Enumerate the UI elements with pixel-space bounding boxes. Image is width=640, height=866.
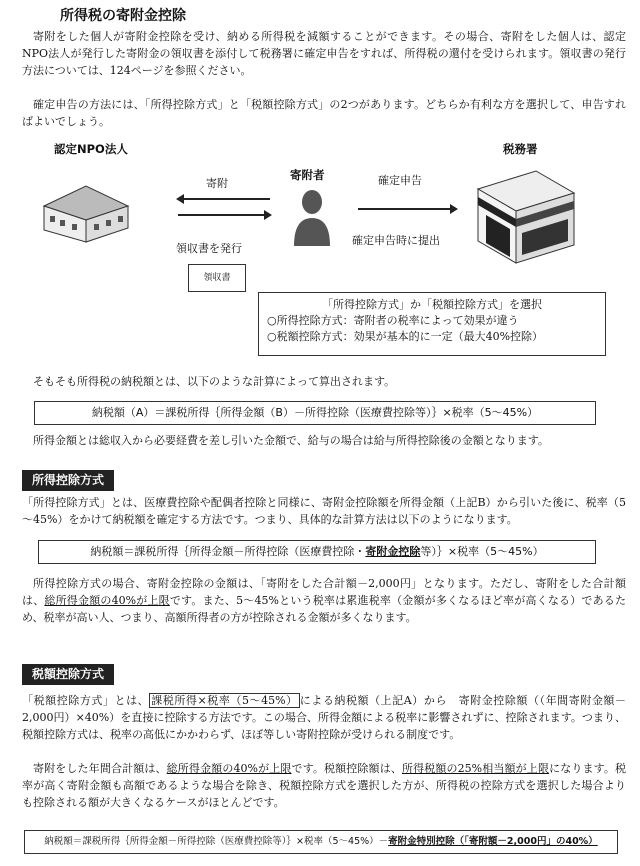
tax-credit-paragraph-2	[22, 760, 626, 811]
arrow-filing	[358, 208, 456, 210]
tax-office-building-icon	[470, 163, 580, 269]
formula-credit-pre: 納税額＝課税所得｛所得金額－所得控除（医療費控除等）｝×税率（5～45%）－	[44, 836, 389, 847]
credit-p2-b: です。税額控除額は、	[291, 762, 402, 775]
receipt-document: 領収書	[188, 264, 246, 292]
method-choice-credit: ○税額控除方式：効果が基本的に一定（最大40%控除）	[267, 330, 544, 343]
credit-p2-underline-1: 総所得金額の40%が上限	[166, 762, 292, 775]
arrow-receipt	[178, 214, 270, 216]
tax-office-label: 税務署	[503, 142, 538, 156]
intro-paragraph-2: 確定申告の方法には、「所得控除方式」と「税額控除方式」の2つがあります。どちらか有利な方を選択して、申告すればよいでしょう。	[22, 98, 626, 128]
formula-income-post: 等）｝×税率（5～45%）	[420, 545, 544, 558]
income-note: 所得金額とは総収入から必要経費を差し引いた金額で、給与の場合は給与所得控除後の金額となります。	[33, 434, 549, 447]
donor-label: 寄附者	[290, 168, 325, 182]
arrow-submit-label: 確定申告時に提出	[352, 234, 440, 247]
arrow-receipt-label: 領収書を発行	[176, 242, 242, 255]
income-deduction-header: 所得控除方式	[22, 470, 114, 491]
arrow-donate-label: 寄附	[206, 177, 228, 190]
income-p2-a: 所得控除方式の場合、寄附金控除の金額は、「寄附をした合計額－2,000円」となります。ただし、寄附をした合計額は、	[22, 577, 626, 607]
income-deduction-paragraph-2	[22, 575, 626, 626]
income-deduction-paragraph-1: 「所得控除方式」とは、医療費控除や配偶者控除と同様に、寄附金控除額を所得金額（上記B）から引いた後に、税率（5～45%）をかけて納税額を確定する方法です。つまり、具体的な計算方法は以下のようになります。	[22, 496, 626, 526]
credit-p2-a: 寄附をした年間合計額は、	[33, 762, 167, 775]
formula-income-pre: 納税額＝課税所得｛所得金額－所得控除（医療費控除・	[90, 545, 366, 558]
formula-main: 納税額（A）＝課税所得｛所得金額（B）－所得控除（医療費控除等）｝×税率（5～45%）	[34, 401, 596, 425]
npo-building-icon	[36, 176, 136, 246]
arrow-donate	[178, 198, 270, 200]
tax-credit-paragraph-1	[22, 692, 626, 743]
calc-intro: そもそも所得税の納税額とは、以下のような計算によって算出されます。	[33, 375, 396, 388]
income-p2-b: です。また、5～45%という税率は累進税率（金額が多くなるほど率が高くなる）であるため、税率が高い人、つまり、高額所得者の方が控除される金額が多くなります。	[22, 594, 627, 624]
credit-p2-underline-2: 所得税額の25%相当額が上限	[401, 762, 550, 775]
intro-paragraph-1: 寄附をした個人が寄附金控除を受け、納める所得税を減額することができます。その場合、寄附をした個人は、認定NPO法人が発行した寄附金の領収書を添付して税務署に確定申告をすれば、所得税の還付を受けられます。領収書の発行方法については、124ページを参照ください。	[22, 30, 626, 77]
method-choice-income: ○所得控除方式：寄附者の税率によって効果が違う	[267, 314, 519, 327]
credit-p1-b: による納税額（上記A）から 寄附金控除額（（年間寄附金額－2,000円）×40%）を直接に控除する方法です。この場合、所得金額による税率に影響されずに、控除されます。つまり、税額控除方式は、税率の高低にかかわらず、ほぼ等しい寄附控除が受けられる制度です。	[22, 694, 626, 741]
formula-income-bold: 寄附金控除	[365, 545, 421, 558]
npo-label: 認定NPO法人	[54, 142, 128, 156]
income-p2-underline: 総所得金額の40%が上限	[44, 594, 170, 607]
formula-tax-credit	[24, 830, 618, 854]
credit-p1-a: 「税額控除方式」とは、	[22, 694, 150, 707]
formula-credit-bold: 寄附金特別控除（「寄附額－2,000円」の40%）	[388, 836, 598, 847]
page-title: 所得税の寄附金控除	[60, 8, 186, 24]
arrow-filing-label: 確定申告	[378, 174, 422, 187]
tax-credit-header: 税額控除方式	[22, 664, 114, 685]
formula-income-deduction	[38, 540, 596, 564]
donor-person-icon	[292, 188, 332, 248]
credit-p1-box: 課税所得×税率（5～45%）	[151, 694, 298, 707]
method-choice-title: 「所得控除方式」か「税額控除方式」を選択	[322, 298, 542, 311]
credit-p2-c: になります。税率が高く寄附金額も高額であるような場合を除き、税額控除方式を選択した方が、所得税の控除方式を選択した場合よりも控除される額が大きくなるケースがほとんどです。	[22, 762, 627, 809]
method-choice-box	[258, 292, 606, 356]
